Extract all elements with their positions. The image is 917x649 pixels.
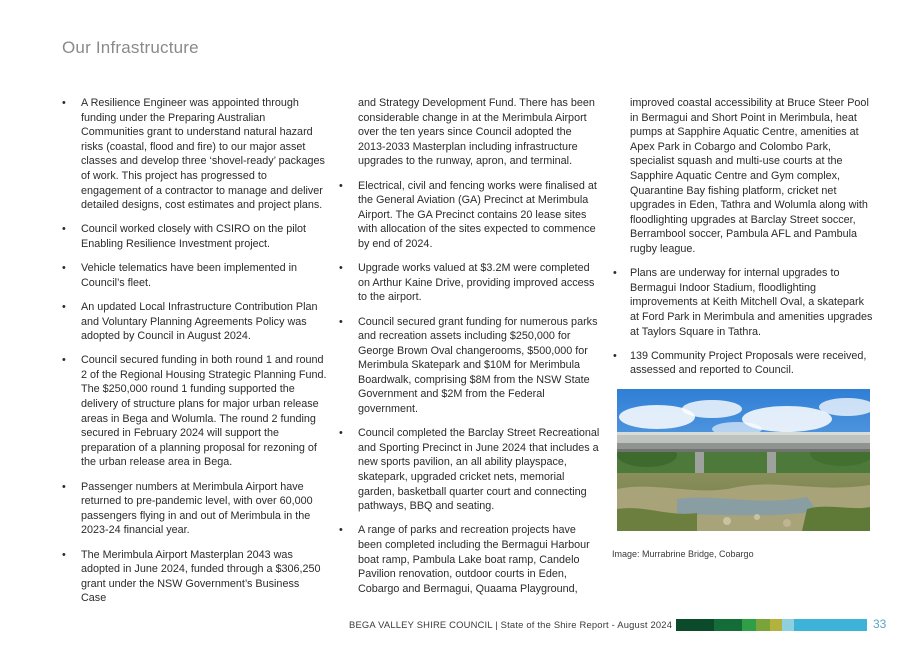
list-item-continuation: and Strategy Development Fund. There has been considerable change in at the Merimbula Airport over the ten years since Council adopted the 2013-2033 Masterplan including infrastructure upgrades to the runway, apron, and terminal. (358, 97, 595, 168)
bullet-list (62, 96, 327, 606)
page-number: 33 (873, 617, 887, 631)
list-item: • A Resilience Engineer was appointed through funding under the Preparing Australian Communities grant to understand natural hazard risks (coastal, flood and fire) to our major asset classes and develop three ‘shovel-ready’ packages of work. This project has progressed to engagement of a contractor to manage and deliver detailed designs, cost estimates and project plans. (62, 96, 327, 213)
list-item: • An updated Local Infrastructure Contribution Plan and Voluntary Planning Agreements Policy was adopted by Council in August 2024. (62, 300, 327, 344)
color-segment (714, 619, 742, 631)
text-column-1 (62, 96, 327, 616)
bullet-list (613, 266, 875, 378)
list-item: • The Merimbula Airport Masterplan 2043 was adopted in June 2024, funded through a $306,250 grant under the NSW Government’s Business Case (62, 548, 327, 606)
list-item: • Plans are underway for internal upgrades to Bermagui Indoor Stadium, floodlighting improvements at Keith Mitchell Oval, a skatepark at Ford Park in Merimbula and amenities upgrades at Taylors Square in Tathra. (613, 266, 875, 339)
list-item: • 139 Community Project Proposals were received, assessed and reported to Council. (613, 349, 875, 378)
image-caption: Image: Murrabrine Bridge, Cobargo (612, 549, 754, 559)
footer-color-bar (676, 619, 867, 631)
color-segment (782, 619, 794, 631)
list-item: • A range of parks and recreation projects have been completed including the Bermagui Harbour boat ramp, Pambula Lake boat ramp, Candelo Pavilion renovation, outdoor courts in Eden, Cobargo and Bermagui, Quaama Playground, (339, 523, 601, 596)
color-segment (676, 619, 714, 631)
list-item: • Council completed the Barclay Street Recreational and Sporting Precinct in June 2024 that includes a new sports pavilion, an all ability playspace, skatepark, upgraded cricket nets, memorial garden, basketball quarter court and connecting pathways, BBQ and seating. (339, 426, 601, 514)
list-item: • Vehicle telematics have been implemented in Council’s fleet. (62, 261, 327, 290)
list-item: • Electrical, civil and fencing works were finalised at the General Aviation (GA) Precinct at Merimbula Airport. The GA Precinct contains 20 lease sites with allocation of the sites expected to commence by end of 2024. (339, 179, 601, 252)
footer-text: BEGA VALLEY SHIRE COUNCIL | State of the Shire Report - August 2024 (349, 619, 673, 630)
list-item: • Passenger numbers at Merimbula Airport have returned to pre-pandemic level, with over 60,000 passengers flying in and out of Merimbula in the 2023-24 financial year. (62, 480, 327, 538)
color-segment (794, 619, 867, 631)
bridge-photo (617, 389, 870, 531)
color-segment (756, 619, 770, 631)
text-column-2 (339, 96, 601, 606)
page-title: Our Infrastructure (62, 38, 199, 57)
list-item: • Council secured funding in both round 1 and round 2 of the Regional Housing Strategic Planning Fund. The $250,000 round 1 funding supported the delivery of structure plans for major urban release areas in Bega and Wolumla. The round 2 funding secured in February 2024 will support the preparation of a planning proposal for rezoning of the urban release area in Bega. (62, 353, 327, 470)
bullet-list (339, 179, 601, 597)
text-column-3 (613, 96, 875, 387)
list-item-continuation: improved coastal accessibility at Bruce Steer Pool in Bermagui and Short Point in Merimbula, heat pumps at Sapphire Aquatic Centre, amenities at Apex Park in Cobargo and Colombo Park, specialist squash and multi-use courts at the Sapphire Aquatic Centre and Gym complex, Quarantine Bay fishing platform, cricket net upgrades in Eden, Tathra and Wolumla along with floodlighting upgrades at Barclay Street soccer, Berrambool soccer, Pambula AFL and Pambula rugby league. (630, 97, 869, 255)
list-item: • Council secured grant funding for numerous parks and recreation assets including $250,000 for George Brown Oval changerooms, $500,000 for Merimbula Skatepark and $10M for Merimbula Boardwalk, comprising $8M from the NSW State Government and $2M from the Federal government. (339, 315, 601, 417)
color-segment (770, 619, 782, 631)
list-item: • Upgrade works valued at $3.2M were completed on Arthur Kaine Drive, providing improved access to the airport. (339, 261, 601, 305)
list-item: • Council worked closely with CSIRO on the pilot Enabling Resilience Investment project. (62, 222, 327, 251)
color-segment (742, 619, 756, 631)
